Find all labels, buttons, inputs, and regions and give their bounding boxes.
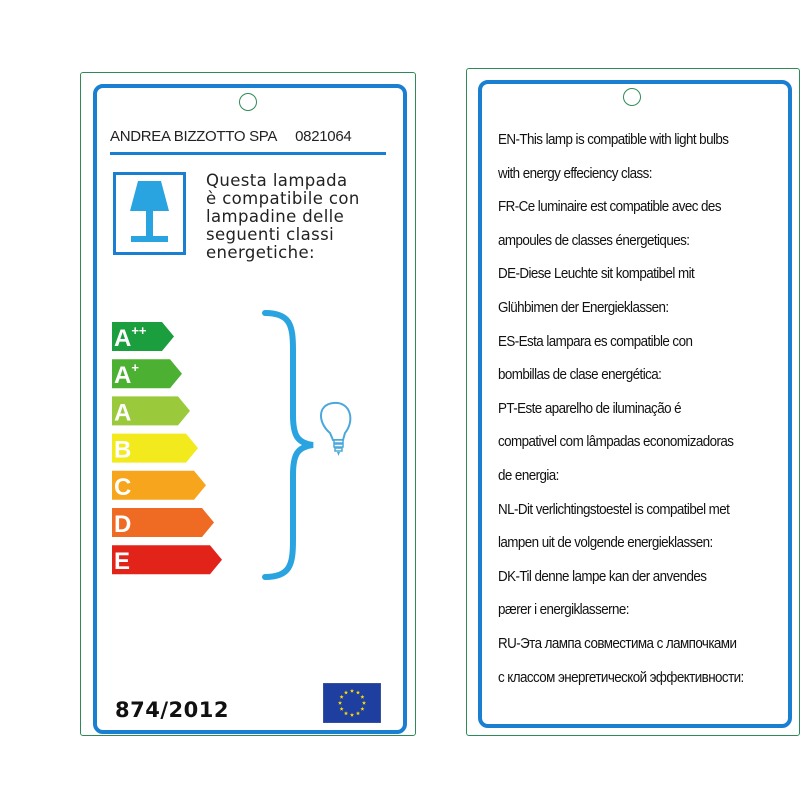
translation-line: with energy effeciency class: (498, 165, 652, 182)
energy-class-label: D (114, 511, 132, 538)
translation-line: bombillas de clase energética: (498, 367, 662, 384)
energy-class-arrow (112, 545, 222, 575)
translation-line: Glühbimen der Energieklassen: (498, 299, 669, 316)
company-name: ANDREA BIZZOTTO SPA (110, 128, 278, 145)
energy-class-label: A+ (114, 360, 139, 390)
translation-line: ES-Esta lampara es compatible con (498, 333, 693, 350)
energy-class-arrow (112, 322, 174, 352)
translation-line: DE-Diese Leuchte sit kompatibel mit (498, 266, 695, 283)
light-bulb-icon (321, 403, 350, 456)
energy-class-arrow (112, 434, 198, 464)
energy-class-label: B (114, 436, 132, 464)
energy-class-arrow (112, 508, 214, 538)
energy-class-bracket (255, 305, 365, 585)
translation-line: FR-Ce luminaire est compatible avec des (498, 199, 721, 216)
energy-class-superscript: + (131, 360, 139, 376)
energy-class-label: C (114, 473, 132, 501)
translation-line: с классом энергетической эффективности: (498, 669, 744, 686)
energy-class-label: E (114, 548, 131, 576)
translation-line: lampen uit de volgende energieklassen: (498, 535, 713, 552)
translation-line: EN-This lamp is compatible with light bulbs (498, 132, 729, 148)
energy-class-arrow (112, 359, 182, 389)
header-divider (110, 152, 386, 155)
energy-class-scale (112, 300, 242, 590)
translations-list (498, 124, 780, 695)
right-hang-hole (623, 88, 641, 106)
energy-class-label: A++ (114, 323, 147, 352)
translation-line: de energia: (498, 467, 559, 484)
translation-line: DK-Til denne lampe kan der anvendes (498, 568, 707, 585)
label-header (110, 128, 351, 145)
italian-compatibility-text: Questa lampada è compatibile con lampadine delle seguenti classi energetiche: (206, 171, 360, 262)
table-lamp-icon (113, 172, 186, 255)
left-hang-hole (239, 93, 257, 111)
eu-flag-icon (323, 683, 381, 723)
translation-line: RU-Эта лампа совместима с лампочками (498, 635, 737, 652)
energy-class-superscript: ++ (131, 323, 147, 338)
translation-line: NL-Dit verlichtingstoestel is compatibel met (498, 501, 730, 518)
translation-line: PT-Este aparelho de iluminação é (498, 400, 682, 417)
translation-line: pærer i energiklasserne: (498, 602, 629, 619)
translation-line: ampoules de classes énergetiques: (498, 232, 690, 249)
energy-class-arrow (112, 471, 206, 501)
regulation-number: 874/2012 (115, 698, 229, 722)
energy-class-arrow (112, 396, 190, 426)
energy-class-label: A (114, 399, 132, 427)
translation-line: compativel com lâmpadas economizadoras (498, 434, 734, 451)
product-code: 0821064 (295, 128, 352, 145)
